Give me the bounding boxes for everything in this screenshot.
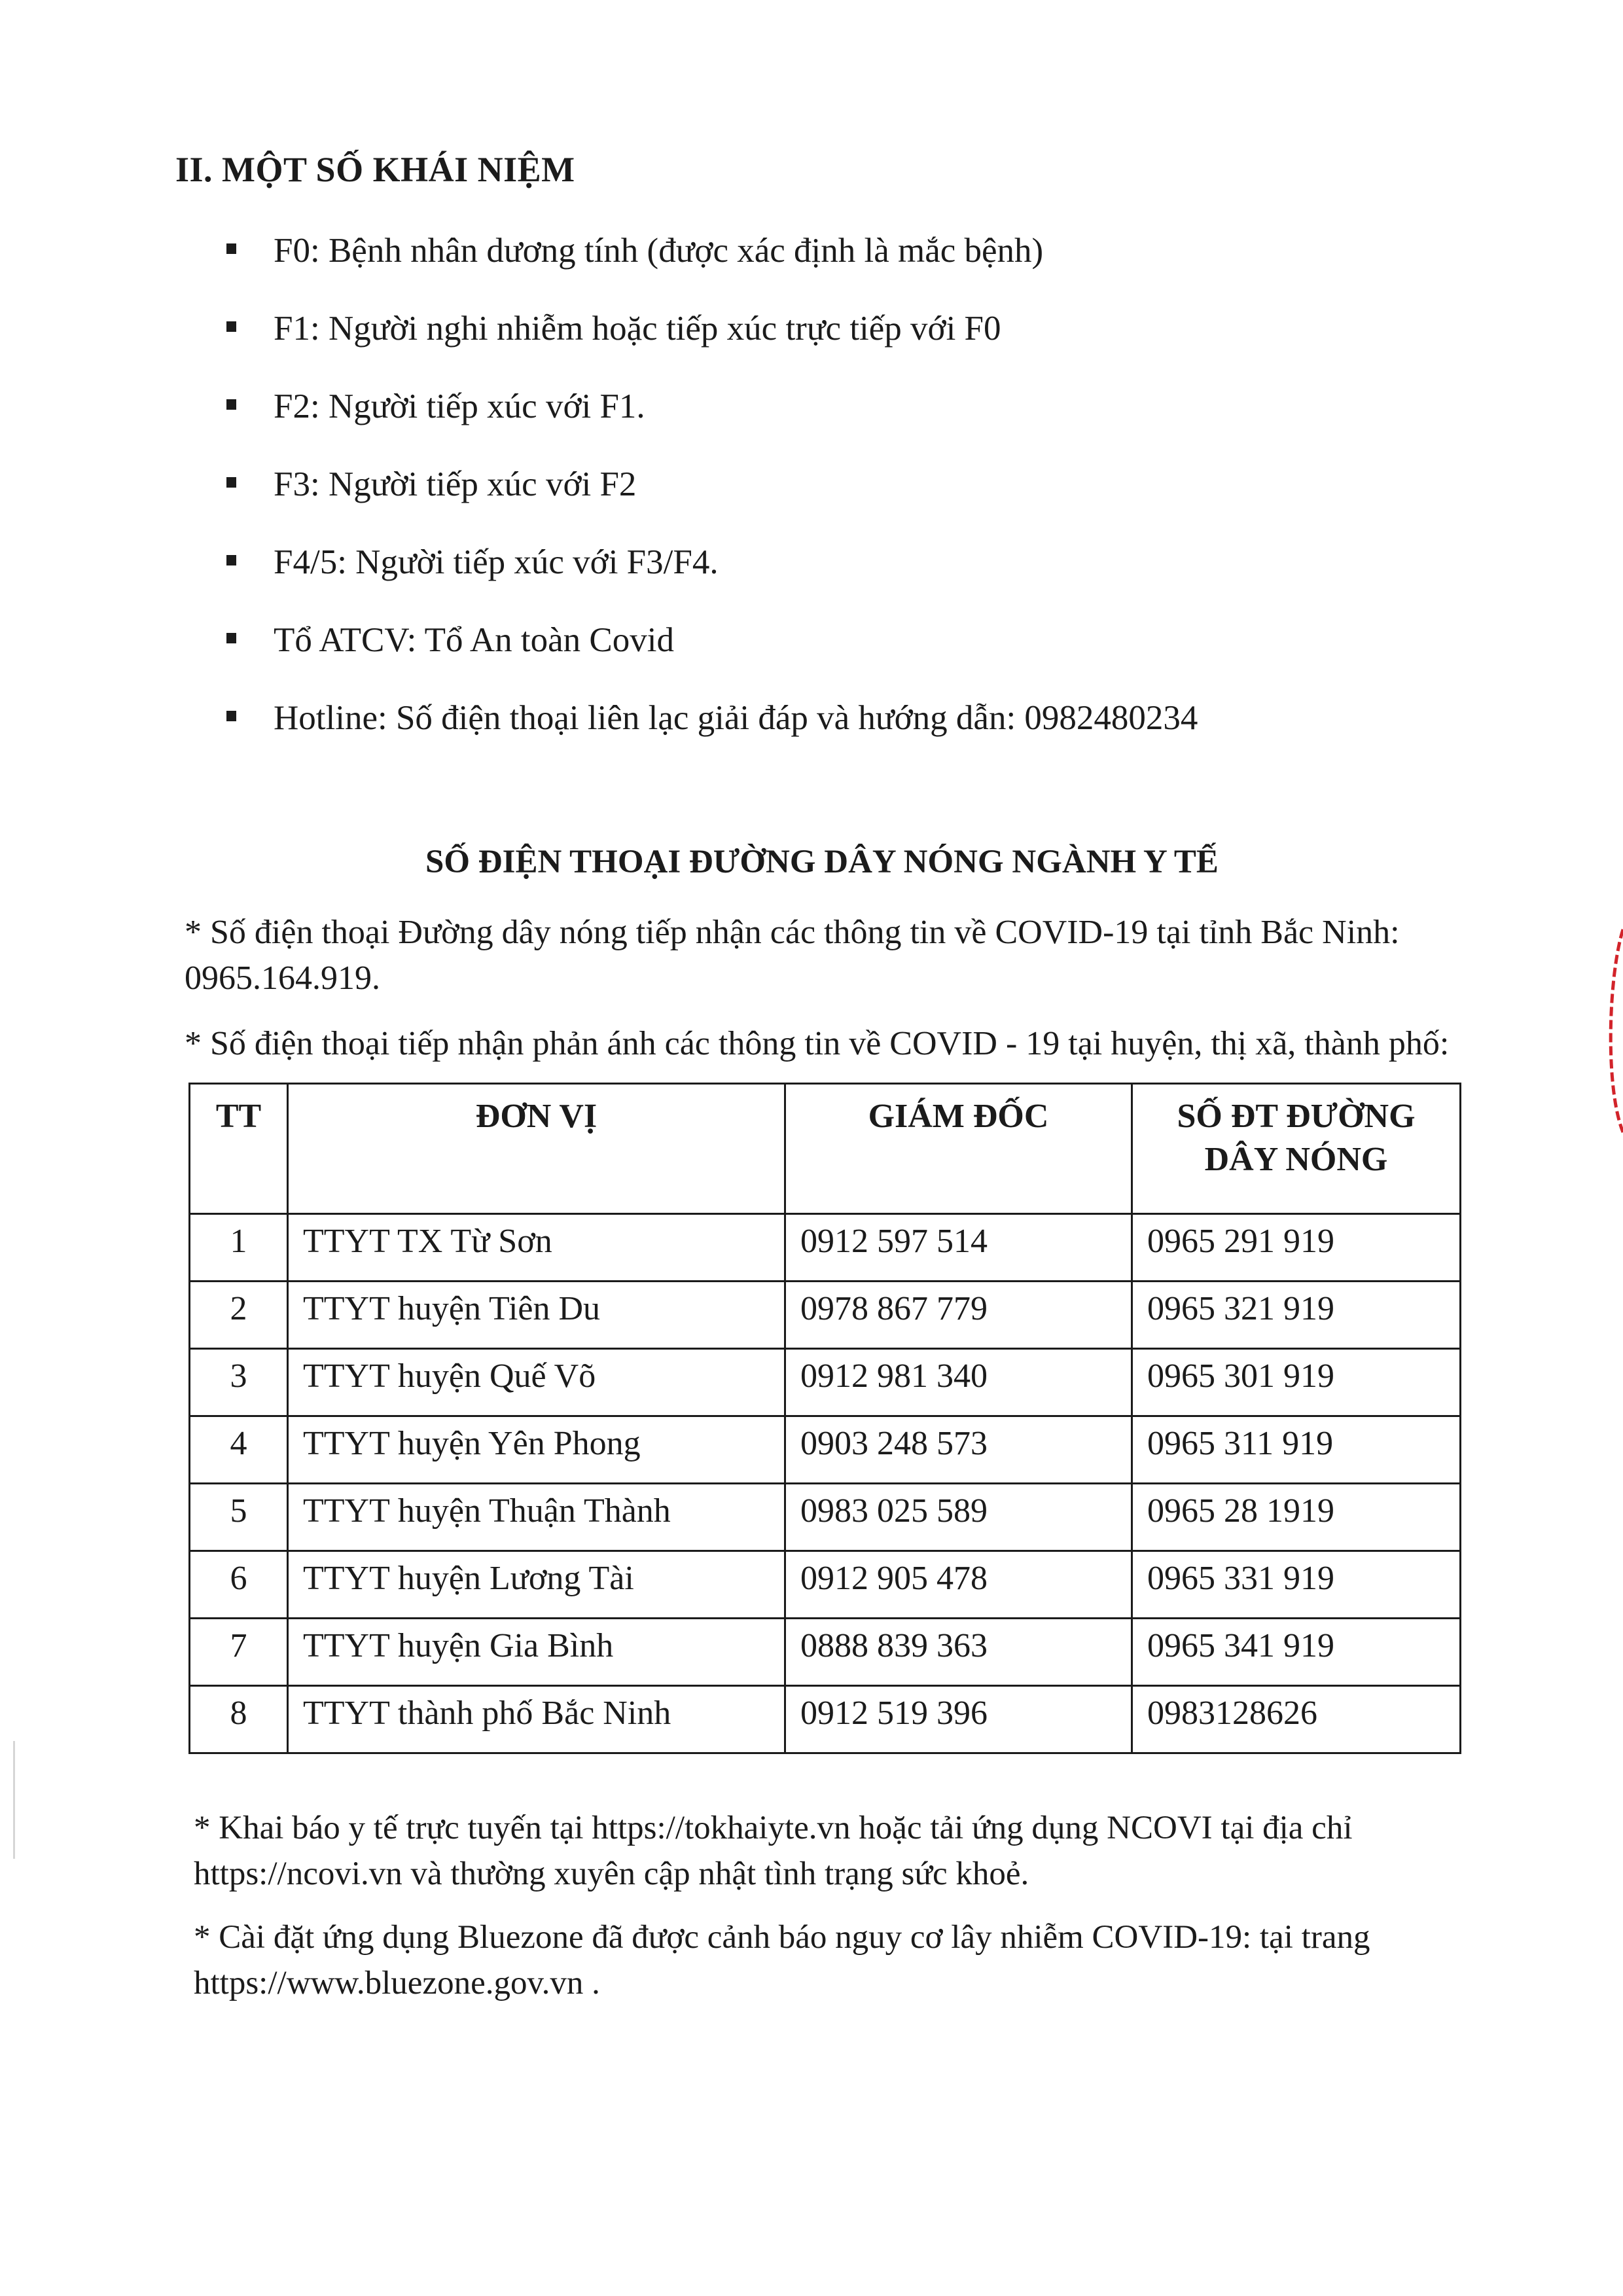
table-row: [190, 1686, 1461, 1753]
list-item: F0: Bệnh nhân dương tính (được xác định là mắc bệnh): [223, 221, 1198, 299]
bullet-icon: [226, 243, 236, 254]
cell-hotline-phone: 0965 341 919: [1132, 1619, 1461, 1686]
header-hotline: [1132, 1084, 1461, 1214]
bluezone-note: * Cài đặt ứng dụng Bluezone đã được cảnh báo nguy cơ lây nhiễm COVID-19: tại trang: [194, 1919, 1370, 1956]
cell-tt: 6: [190, 1551, 288, 1619]
cell-director-phone: 0912 597 514: [785, 1214, 1132, 1282]
header-hotline-line-2: DÂY NÓNG: [1204, 1141, 1388, 1178]
table-header-row: [190, 1084, 1461, 1214]
table-row: [190, 1349, 1461, 1416]
cell-unit: TTYT huyện Gia Bình: [288, 1619, 785, 1686]
cell-unit: TTYT huyện Lương Tài: [288, 1551, 785, 1619]
bullet-icon: [226, 477, 236, 488]
header-unit: ĐƠN VỊ: [288, 1084, 785, 1214]
cell-director-phone: 0888 839 363: [785, 1619, 1132, 1686]
cell-tt: 4: [190, 1416, 288, 1484]
cell-tt: 3: [190, 1349, 288, 1416]
table-row: [190, 1214, 1461, 1282]
cell-director-phone: 0983 025 589: [785, 1484, 1132, 1551]
table-row: [190, 1619, 1461, 1686]
cell-director-phone: 0978 867 779: [785, 1282, 1132, 1349]
concept-list: [223, 221, 1198, 766]
table-row: [190, 1282, 1461, 1349]
district-hotline-table: [188, 1083, 1461, 1754]
cell-tt: 8: [190, 1686, 288, 1753]
table-row: [190, 1484, 1461, 1551]
bullet-icon: [226, 633, 236, 643]
bullet-icon: [226, 711, 236, 721]
list-item: F3: Người tiếp xúc với F2: [223, 455, 1198, 533]
bullet-icon: [226, 555, 236, 565]
health-declaration-note-cont: https://ncovi.vn và thường xuyên cập nhật tình trạng sức khoẻ.: [194, 1856, 1029, 1892]
province-hotline-number: 0965.164.919.: [185, 960, 380, 997]
cell-tt: 1: [190, 1214, 288, 1282]
cell-hotline-phone: 0965 291 919: [1132, 1214, 1461, 1282]
scan-artifact: [13, 1741, 15, 1859]
cell-tt: 2: [190, 1282, 288, 1349]
cell-director-phone: 0903 248 573: [785, 1416, 1132, 1484]
health-declaration-note: * Khai báo y tế trực tuyến tại https://tokhaiyte.vn hoặc tải ứng dụng NCOVI tại địa chỉ: [194, 1810, 1353, 1846]
table-row: [190, 1551, 1461, 1619]
province-hotline-text: * Số điện thoại Đường dây nóng tiếp nhận các thông tin về COVID-19 tại tỉnh Bắc Ninh:: [185, 914, 1400, 951]
cell-unit: TTYT huyện Yên Phong: [288, 1416, 785, 1484]
cell-tt: 5: [190, 1484, 288, 1551]
list-item: Hotline: Số điện thoại liên lạc giải đáp và hướng dẫn: 0982480234: [223, 689, 1198, 766]
cell-unit: TTYT huyện Quế Võ: [288, 1349, 785, 1416]
bullet-icon: [226, 321, 236, 332]
cell-unit: TTYT huyện Thuận Thành: [288, 1484, 785, 1551]
list-item: F4/5: Người tiếp xúc với F3/F4.: [223, 533, 1198, 611]
cell-tt: 7: [190, 1619, 288, 1686]
red-stamp-fragment: [1606, 923, 1623, 1139]
cell-unit: TTYT huyện Tiên Du: [288, 1282, 785, 1349]
cell-hotline-phone: 0965 28 1919: [1132, 1484, 1461, 1551]
cell-hotline-phone: 0965 311 919: [1132, 1416, 1461, 1484]
header-tt: TT: [190, 1084, 288, 1214]
cell-hotline-phone: 0965 301 919: [1132, 1349, 1461, 1416]
header-director: GIÁM ĐỐC: [785, 1084, 1132, 1214]
bullet-icon: [226, 399, 236, 410]
list-item: F2: Người tiếp xúc với F1.: [223, 377, 1198, 455]
cell-hotline-phone: 0983128626: [1132, 1686, 1461, 1753]
cell-director-phone: 0912 981 340: [785, 1349, 1132, 1416]
section-title: II. MỘT SỐ KHÁI NIỆM: [175, 150, 575, 189]
list-item: Tổ ATCV: Tổ An toàn Covid: [223, 611, 1198, 689]
cell-unit: TTYT TX Từ Sơn: [288, 1214, 785, 1282]
bluezone-note-cont: https://www.bluezone.gov.vn .: [194, 1965, 600, 2001]
cell-hotline-phone: 0965 331 919: [1132, 1551, 1461, 1619]
table-row: [190, 1416, 1461, 1484]
header-hotline-line-1: SỐ ĐT ĐƯỜNG: [1177, 1098, 1416, 1135]
district-intro-text: * Số điện thoại tiếp nhận phản ánh các thông tin về COVID - 19 tại huyện, thị xã, thành phố:: [185, 1025, 1450, 1062]
cell-hotline-phone: 0965 321 919: [1132, 1282, 1461, 1349]
hotline-heading: SỐ ĐIỆN THOẠI ĐƯỜNG DÂY NÓNG NGÀNH Y TẾ: [425, 844, 1219, 880]
cell-unit: TTYT thành phố Bắc Ninh: [288, 1686, 785, 1753]
cell-director-phone: 0912 905 478: [785, 1551, 1132, 1619]
cell-director-phone: 0912 519 396: [785, 1686, 1132, 1753]
list-item: F1: Người nghi nhiễm hoặc tiếp xúc trực tiếp với F0: [223, 299, 1198, 377]
